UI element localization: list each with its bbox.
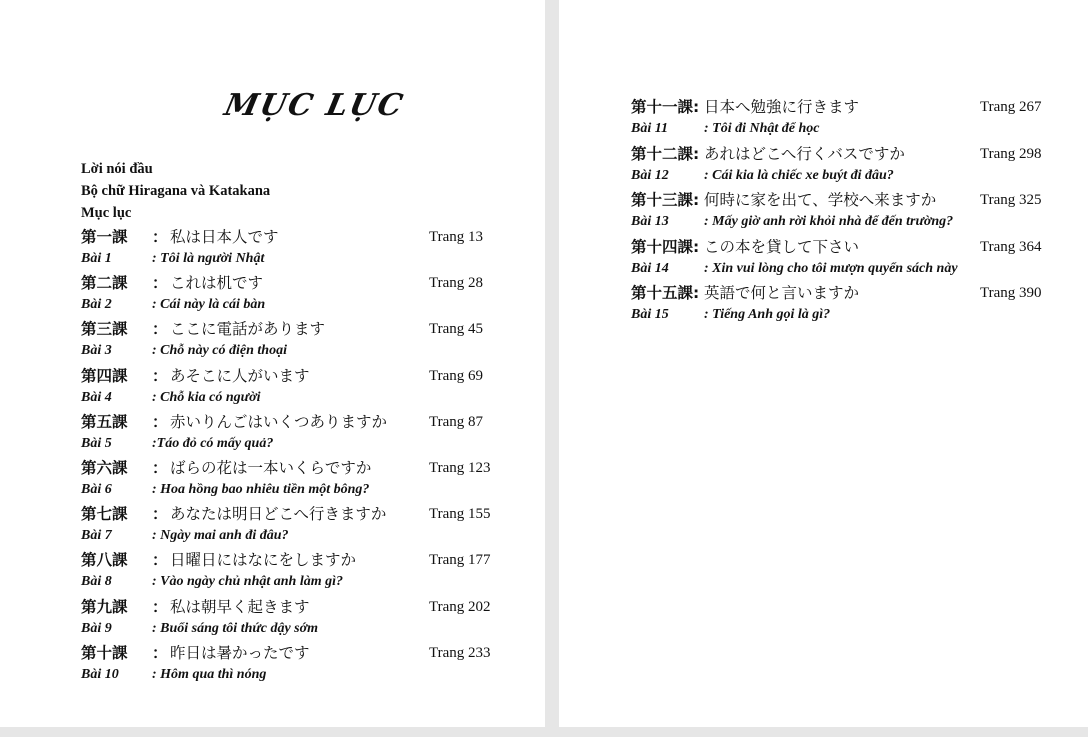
lesson-number-vn: Bài 4 (81, 389, 112, 405)
lesson-number-vn: Bài 12 (631, 167, 669, 183)
lesson-title-vn: : Ngày mai anh đi đâu? (152, 528, 289, 544)
lesson-page-number: Trang 69 (429, 367, 484, 384)
lesson-number-jp: 第五課 (81, 412, 128, 431)
lesson-number-vn: Bài 5 (81, 435, 112, 451)
page-title: MỤC LỤC (221, 88, 408, 123)
separator: ： (152, 274, 168, 293)
lesson-number-vn: Bài 14 (631, 260, 669, 276)
lesson-title-vn: : Tôi là người Nhật (152, 251, 265, 266)
separator: ： (152, 228, 168, 246)
lesson-number-jp: 第三課 (81, 320, 128, 339)
lesson-number-jp: 第十二課: (631, 144, 700, 163)
lesson-page-number: Trang 123 (429, 460, 491, 476)
lesson-page-number: Trang 202 (429, 598, 491, 615)
lesson-title-vn: : Cái này là cái bàn (152, 297, 266, 313)
lesson-title-vn: :Táo đỏ có mấy quả? (152, 435, 274, 451)
lesson-title-jp: あなたは明日どこへ行きますか (170, 505, 387, 524)
lesson-title-vn: : Cái kia là chiếc xe buýt đi đâu? (704, 167, 894, 183)
lesson-title-jp: 英語で何と言いますか (704, 284, 860, 303)
lesson-number-vn: Bài 3 (81, 343, 112, 359)
separator: ： (152, 551, 168, 570)
lesson-page-number: Trang 28 (429, 275, 484, 292)
lesson-page-number: Trang 87 (429, 413, 484, 430)
lesson-title-jp: 日曜日にはなにをしますか (170, 551, 357, 570)
separator: ： (152, 643, 168, 662)
lesson-page-number: Trang 364 (980, 238, 1042, 255)
lesson-title-jp: これは机です (170, 274, 264, 293)
lesson-title-jp: この本を貸して下さい (704, 237, 860, 256)
lesson-title-vn: : Buổi sáng tôi thức dậy sớm (152, 620, 319, 636)
toc-foreword: Lời nói đầu (81, 161, 153, 177)
lesson-number-jp: 第十課 (81, 643, 128, 662)
lesson-number-vn: Bài 8 (81, 574, 112, 590)
separator: ： (152, 320, 168, 339)
lesson-title-vn: : Vào ngày chủ nhật anh làm gì? (152, 574, 343, 590)
lesson-number-jp: 第四課 (81, 366, 128, 385)
lesson-page-number: Trang 233 (429, 644, 491, 661)
lesson-title-jp: 赤いりんごはいくつありますか (170, 412, 388, 431)
toc-kana-chart: Bộ chữ Hiragana và Katakana (81, 183, 271, 199)
lesson-number-vn: Bài 11 (631, 121, 668, 136)
lesson-number-jp: 第九課 (81, 597, 128, 616)
lesson-number-jp: 第八課 (81, 551, 128, 570)
lesson-number-vn: Bài 2 (81, 297, 112, 313)
lesson-title-vn: : Tiếng Anh gọi là gì? (704, 307, 831, 323)
lesson-page-number: Trang 325 (980, 192, 1042, 209)
lesson-title-jp: 日本へ勉強に行きます (704, 98, 860, 116)
lesson-number-jp: 第十一課: (631, 98, 700, 116)
lesson-title-jp: あれはどこへ行くバスですか (704, 144, 905, 163)
lesson-page-number: Trang 267 (980, 99, 1042, 115)
lesson-title-vn: : Chỗ này có điện thoại (152, 343, 287, 359)
separator: ： (152, 412, 168, 431)
lesson-page-number: Trang 390 (980, 285, 1042, 302)
lesson-title-jp: 何時に家を出て、学校へ来ますか (704, 191, 937, 210)
lesson-number-jp: 第六課 (81, 459, 128, 477)
lesson-title-jp: 昨日は暑かったです (170, 643, 310, 662)
lesson-number-vn: Bài 1 (81, 251, 112, 266)
separator: ： (152, 366, 168, 385)
lesson-page-number: Trang 177 (429, 552, 491, 569)
lesson-title-vn: : Hôm qua thì nóng (152, 666, 267, 682)
lesson-title-vn: : Hoa hồng bao nhiêu tiền một bông? (152, 482, 370, 497)
lesson-title-vn: : Chỗ kia có người (152, 389, 261, 405)
lesson-number-vn: Bài 6 (81, 482, 112, 497)
toc-contents: Mục lục (81, 205, 132, 221)
lesson-number-jp: 第二課 (81, 274, 128, 293)
lesson-title-jp: あそこに人がいます (170, 366, 310, 385)
separator: ： (152, 505, 168, 524)
lesson-number-jp: 第一課 (81, 228, 128, 246)
lesson-number-jp: 第十四課: (631, 237, 700, 256)
lesson-title-jp: ここに電話があります (170, 320, 326, 339)
lesson-number-vn: Bài 10 (81, 666, 119, 682)
separator: ： (152, 597, 168, 616)
lesson-title-vn: : Mấy giờ anh rời khỏi nhà để đến trường? (704, 214, 954, 230)
lesson-number-jp: 第十三課: (631, 191, 700, 210)
lesson-title-jp: 私は朝早く起きます (170, 597, 310, 616)
lesson-number-vn: Bài 7 (81, 528, 112, 544)
lesson-number-vn: Bài 9 (81, 620, 112, 636)
lesson-number-jp: 第十五課: (631, 284, 700, 303)
lesson-title-vn: : Tôi đi Nhật để học (704, 121, 820, 136)
lesson-title-jp: ばらの花は一本いくらですか (170, 459, 372, 477)
lesson-page-number: Trang 298 (980, 145, 1042, 162)
lesson-number-vn: Bài 13 (631, 214, 669, 230)
lesson-page-number: Trang 155 (429, 506, 491, 523)
lesson-page-number: Trang 45 (429, 321, 484, 338)
lesson-title-jp: 私は日本人です (170, 228, 279, 246)
lesson-title-vn: : Xin vui lòng cho tôi mượn quyển sách này (704, 260, 958, 276)
lesson-page-number: Trang 13 (429, 229, 484, 245)
lesson-number-jp: 第七課 (81, 505, 128, 524)
separator: ： (152, 459, 168, 477)
lesson-number-vn: Bài 15 (631, 307, 669, 323)
